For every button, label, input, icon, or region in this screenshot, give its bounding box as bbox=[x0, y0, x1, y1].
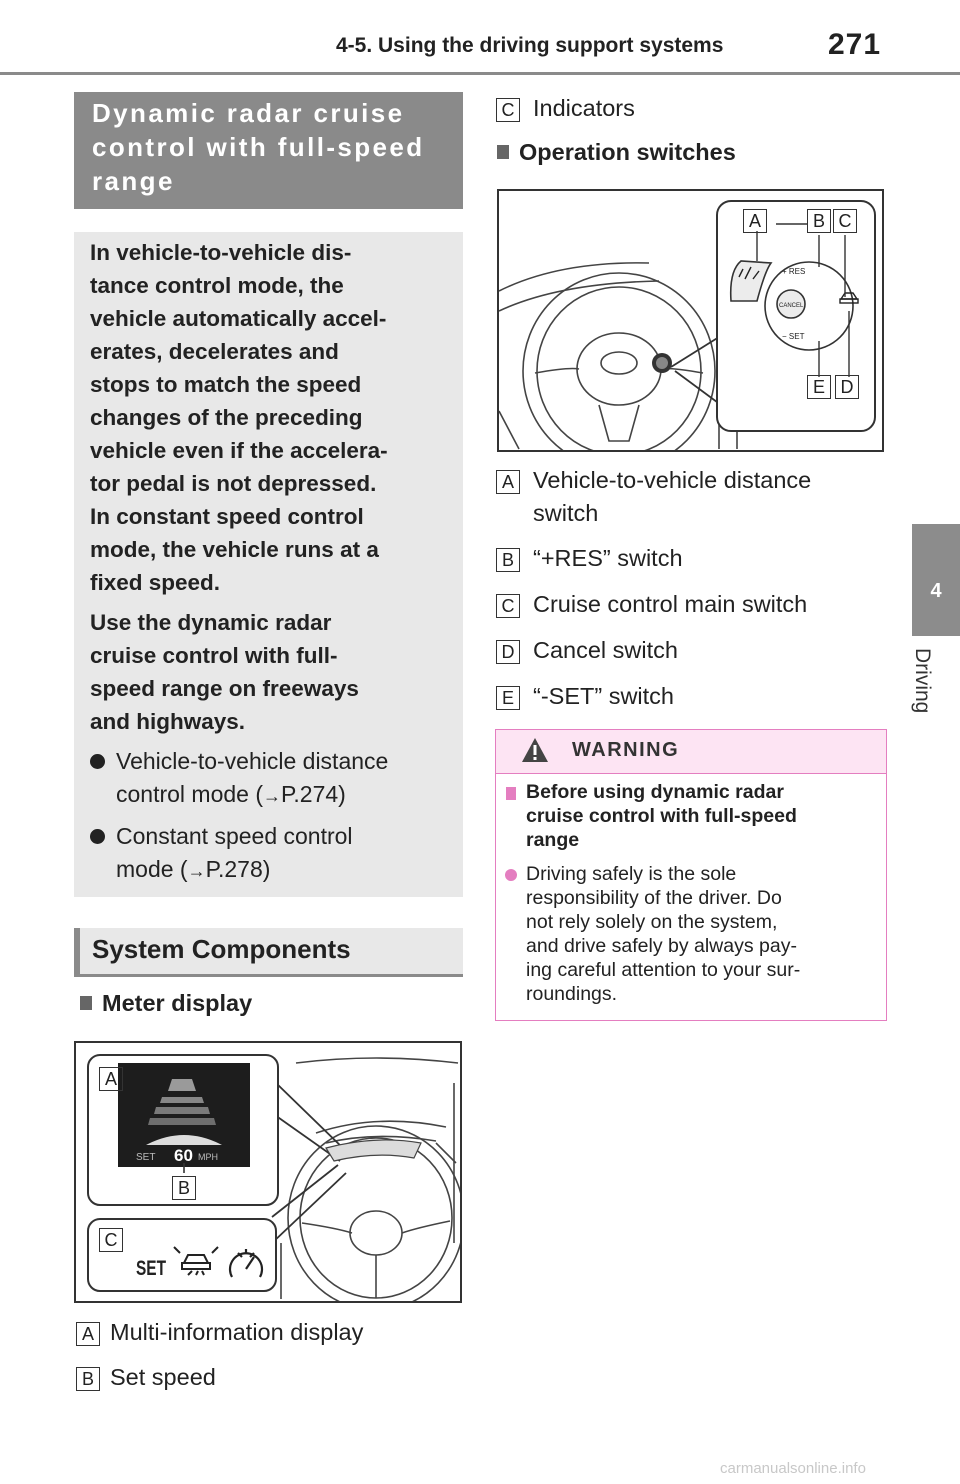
running-header-section: 4-5. Using the driving support systems bbox=[336, 34, 724, 57]
indicator-set-text: SET bbox=[136, 1257, 167, 1280]
set-switch-label: − SET bbox=[782, 332, 805, 341]
subsection-rule bbox=[74, 974, 463, 977]
legend-key-b: B bbox=[496, 548, 520, 572]
intro-paragraph-2 bbox=[90, 606, 450, 738]
legend-text: Vehicle-to-vehicle distance bbox=[533, 467, 812, 493]
legend-text: Cruise control main switch bbox=[533, 591, 808, 617]
legend-text: “-SET” switch bbox=[533, 683, 674, 709]
intro-line: stops to match the speed bbox=[90, 372, 362, 397]
page-ref-link[interactable]: P.274) bbox=[281, 781, 346, 807]
warning-title: WARNING bbox=[572, 739, 680, 761]
warning-body-line: roundings. bbox=[526, 983, 618, 1005]
operation-switches-heading: Operation switches bbox=[497, 139, 736, 166]
subsection-title-bar bbox=[74, 928, 463, 976]
callout-label-b: B bbox=[807, 209, 831, 233]
callout-label-a: A bbox=[99, 1067, 123, 1091]
bullet-line: control mode (→P.274) bbox=[116, 781, 346, 807]
legend-text: Set speed bbox=[110, 1364, 216, 1390]
chapter-label-area bbox=[910, 640, 958, 760]
intro-line: speed range on freeways bbox=[90, 676, 359, 701]
display-set-text: SET bbox=[136, 1152, 156, 1163]
bullet-line: mode (→P.278) bbox=[116, 856, 271, 882]
subsection-title: System Components bbox=[92, 934, 351, 964]
callout-label-a: A bbox=[743, 209, 767, 233]
header-rule bbox=[0, 72, 960, 75]
intro-line: tor pedal is not depressed. bbox=[90, 471, 377, 496]
legend-key-d: D bbox=[496, 640, 520, 664]
chapter-tab bbox=[912, 524, 960, 636]
arrow-icon: → bbox=[263, 786, 282, 806]
square-bullet-icon bbox=[506, 787, 516, 800]
intro-line: Use the dynamic radar bbox=[90, 610, 332, 635]
intro-line: cruise control with full- bbox=[90, 643, 338, 668]
legend-key-a: A bbox=[496, 470, 520, 494]
warning-body-line: and drive safely by always pay- bbox=[526, 935, 797, 957]
callout-label-c: C bbox=[833, 209, 857, 233]
operation-switches-figure bbox=[497, 189, 884, 452]
warning-heading-line: range bbox=[526, 829, 580, 851]
warning-body-line: Driving safely is the sole bbox=[526, 863, 737, 885]
intro-line: erates, decelerates and bbox=[90, 339, 339, 364]
intro-line: In constant speed control bbox=[90, 504, 364, 529]
bullet-dot bbox=[90, 829, 105, 844]
warning-icon bbox=[520, 736, 550, 764]
warning-body-line: not rely solely on the system, bbox=[526, 911, 778, 933]
square-bullet-icon bbox=[80, 996, 92, 1010]
bullet-line: Vehicle-to-vehicle distance bbox=[116, 748, 389, 774]
footer-watermark: carmanualsonline.info bbox=[720, 1460, 866, 1477]
intro-line: tance control mode, the bbox=[90, 273, 344, 298]
callout-label-c: C bbox=[99, 1228, 123, 1252]
res-switch-label: + RES bbox=[782, 267, 806, 276]
square-bullet-icon bbox=[497, 145, 509, 159]
intro-line: vehicle automatically accel- bbox=[90, 306, 387, 331]
bullet-dot bbox=[90, 754, 105, 769]
chapter-number: 4 bbox=[930, 580, 942, 602]
meter-display-figure bbox=[74, 1041, 462, 1303]
legend-key-c: C bbox=[496, 594, 520, 618]
warning-box bbox=[495, 729, 887, 1021]
warning-header bbox=[496, 730, 886, 774]
meter-illustration bbox=[76, 1043, 460, 1301]
intro-box bbox=[74, 232, 463, 897]
legend-text: “+RES” switch bbox=[533, 545, 683, 571]
intro-line: mode, the vehicle runs at a bbox=[90, 537, 379, 562]
intro-line: fixed speed. bbox=[90, 570, 221, 595]
intro-line: changes of the preceding bbox=[90, 405, 363, 430]
warning-body bbox=[526, 862, 872, 1006]
bullet-text bbox=[116, 745, 456, 813]
warning-body-line: responsibility of the driver. Do bbox=[526, 887, 782, 909]
intro-line: In vehicle-to-vehicle dis- bbox=[90, 240, 352, 265]
legend-key-a: A bbox=[76, 1322, 100, 1346]
warning-heading bbox=[526, 780, 872, 852]
intro-line: and highways. bbox=[90, 709, 246, 734]
legend-text: Multi-information display bbox=[110, 1319, 364, 1345]
legend-text: Cancel switch bbox=[533, 637, 678, 663]
callout-label-b: B bbox=[172, 1176, 196, 1200]
display-speed: 60 bbox=[174, 1146, 193, 1165]
intro-paragraph-1 bbox=[90, 236, 450, 599]
warning-body-line: ing careful attention to your sur- bbox=[526, 959, 801, 981]
legend-text: switch bbox=[533, 500, 599, 526]
legend-key-e: E bbox=[496, 686, 520, 710]
bullet-line: Constant speed control bbox=[116, 823, 353, 849]
chapter-label: Driving bbox=[911, 648, 934, 714]
legend-text: Indicators bbox=[533, 95, 635, 121]
legend-key-b: B bbox=[76, 1367, 100, 1391]
arrow-icon: → bbox=[187, 861, 206, 881]
bullet-dot bbox=[505, 869, 517, 881]
callout-label-d: D bbox=[835, 375, 859, 399]
intro-line: vehicle even if the accelera- bbox=[90, 438, 388, 463]
legend-key-c: C bbox=[496, 98, 520, 122]
callout-label-e: E bbox=[807, 375, 831, 399]
meter-display-heading: Meter display bbox=[80, 990, 252, 1017]
section-title: Dynamic radar cruise control with full-speed range bbox=[92, 98, 425, 196]
section-title-band bbox=[74, 92, 463, 209]
page-number: 271 bbox=[828, 28, 882, 61]
bullet-text bbox=[116, 820, 456, 888]
cancel-switch-label: CANCEL bbox=[779, 303, 804, 309]
warning-heading-line: Before using dynamic radar bbox=[526, 781, 784, 803]
warning-heading-line: cruise control with full-speed bbox=[526, 805, 797, 827]
display-speed-unit: MPH bbox=[198, 1152, 218, 1162]
page-ref-link[interactable]: P.278) bbox=[205, 856, 271, 882]
